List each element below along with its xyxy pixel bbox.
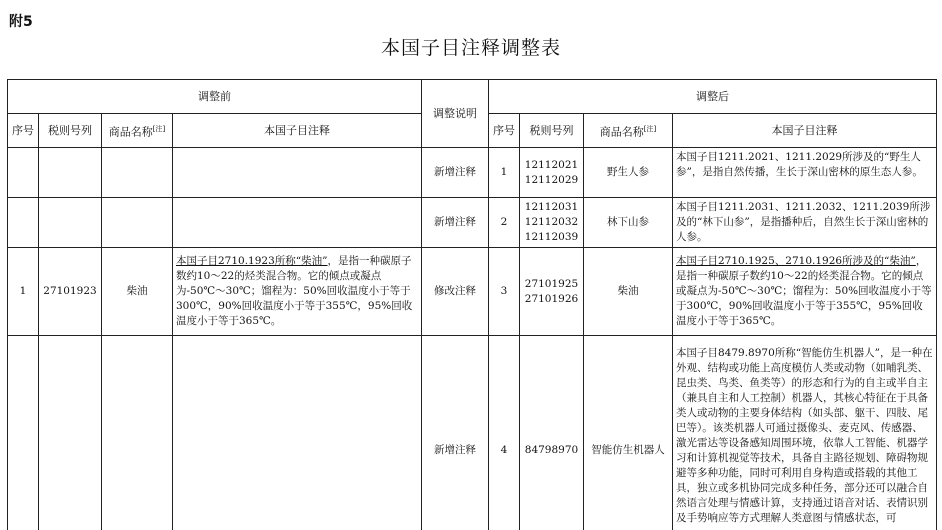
after-name: 野生人参 bbox=[584, 148, 673, 198]
explanation: 新增注释 bbox=[422, 336, 489, 530]
header-before: 调整前 bbox=[8, 80, 422, 114]
before-tariff bbox=[39, 336, 102, 530]
after-note: 本国子目2710.1925、2710.1926所涉及的“柴油”，是指一种碳原子数约10～22的烃类混合物。它的倾点或凝点为-50℃～30℃；馏程为：50%回收温度小于等于300℃，90%回收温度小于等于355℃，95%回收温度小于等于365℃。 bbox=[673, 248, 937, 336]
header-after-name: 商品名称[注] bbox=[584, 114, 673, 148]
header-before-name: 商品名称[注] bbox=[102, 114, 173, 148]
after-tariff: 27101925 27101926 bbox=[520, 248, 584, 336]
header-after-tariff: 税则号列 bbox=[520, 114, 584, 148]
before-name bbox=[102, 198, 173, 248]
document-title: 本国子目注释调整表 bbox=[380, 37, 561, 59]
after-note: 本国子目1211.2021、1211.2029所涉及的“野生人参”，是指自然传播，生长于深山密林的原生态人参。 bbox=[673, 148, 937, 198]
before-seq bbox=[8, 336, 39, 530]
after-tariff: 12112021 12112029 bbox=[520, 148, 584, 198]
after-name: 柴油 bbox=[584, 248, 673, 336]
before-tariff bbox=[39, 148, 102, 198]
explanation: 新增注释 bbox=[422, 198, 489, 248]
header-explanation: 调整说明 bbox=[422, 80, 489, 148]
header-before-tariff: 税则号列 bbox=[39, 114, 102, 148]
header-after: 调整后 bbox=[489, 80, 937, 114]
before-tariff: 27101923 bbox=[39, 248, 102, 336]
after-seq: 4 bbox=[489, 336, 520, 530]
before-seq bbox=[8, 198, 39, 248]
before-name: 柴油 bbox=[102, 248, 173, 336]
after-note: 本国子目8479.8970所称“智能仿生机器人”，是一种在外观、结构或功能上高度模仿人类或动物（如哺乳类、昆虫类、鸟类、鱼类等）的形态和行为的自主或半自主（兼具自主和人工控制）机器人，其核心特征在于具备类人或动物的主要身体结构（如头部、躯干、四肢、尾巴等）。该类机器人可通过摄像头、麦克风、传感器、激光雷达等设备感知周围环境，依靠人工智能、机器学习和计算机视觉等技术，具备自主路径规划、障碍物规避等多种功能，同时可利用自身构造或搭载的其他工具，独立或多机协同完成多种任务，部分还可以融合自然语言处理与情感计算，支持通过语音对话、表情识别及手势响应等方式理解人类意图与情感状态，可 bbox=[673, 336, 937, 530]
adjustment-table bbox=[7, 79, 937, 530]
after-seq: 2 bbox=[489, 198, 520, 248]
after-note: 本国子目1211.2031、1211.2032、1211.2039所涉及的“林下山参”，是指播种后，自然生长于深山密林的人参。 bbox=[673, 198, 937, 248]
explanation: 修改注释 bbox=[422, 248, 489, 336]
after-name: 林下山参 bbox=[584, 198, 673, 248]
after-seq: 1 bbox=[489, 148, 520, 198]
header-before-seq: 序号 bbox=[8, 114, 39, 148]
before-name bbox=[102, 336, 173, 530]
header-before-note: 本国子目注释 bbox=[173, 114, 422, 148]
annex-label: 附5 bbox=[9, 14, 33, 30]
table-row bbox=[8, 148, 937, 198]
after-name: 智能仿生机器人 bbox=[584, 336, 673, 530]
before-note bbox=[173, 336, 422, 530]
table-row bbox=[8, 198, 937, 248]
after-tariff: 84798970 bbox=[520, 336, 584, 530]
before-note bbox=[173, 198, 422, 248]
explanation: 新增注释 bbox=[422, 148, 489, 198]
before-note: 本国子目2710.1923所称“柴油”，是指一种碳原子数约10～22的烃类混合物。它的倾点或凝点为-50℃～30℃；馏程为：50%回收温度小于等于300℃，90%回收温度小于等于355℃，95%回收温度小于等于365℃。 bbox=[173, 248, 422, 336]
table-row bbox=[8, 336, 937, 530]
header-row-1 bbox=[8, 80, 937, 114]
table-row bbox=[8, 248, 937, 336]
after-tariff: 12112031 12112032 12112039 bbox=[520, 198, 584, 248]
before-name bbox=[102, 148, 173, 198]
before-seq bbox=[8, 148, 39, 198]
header-after-seq: 序号 bbox=[489, 114, 520, 148]
before-seq: 1 bbox=[8, 248, 39, 336]
before-tariff bbox=[39, 198, 102, 248]
before-note bbox=[173, 148, 422, 198]
after-seq: 3 bbox=[489, 248, 520, 336]
header-after-note: 本国子目注释 bbox=[673, 114, 937, 148]
